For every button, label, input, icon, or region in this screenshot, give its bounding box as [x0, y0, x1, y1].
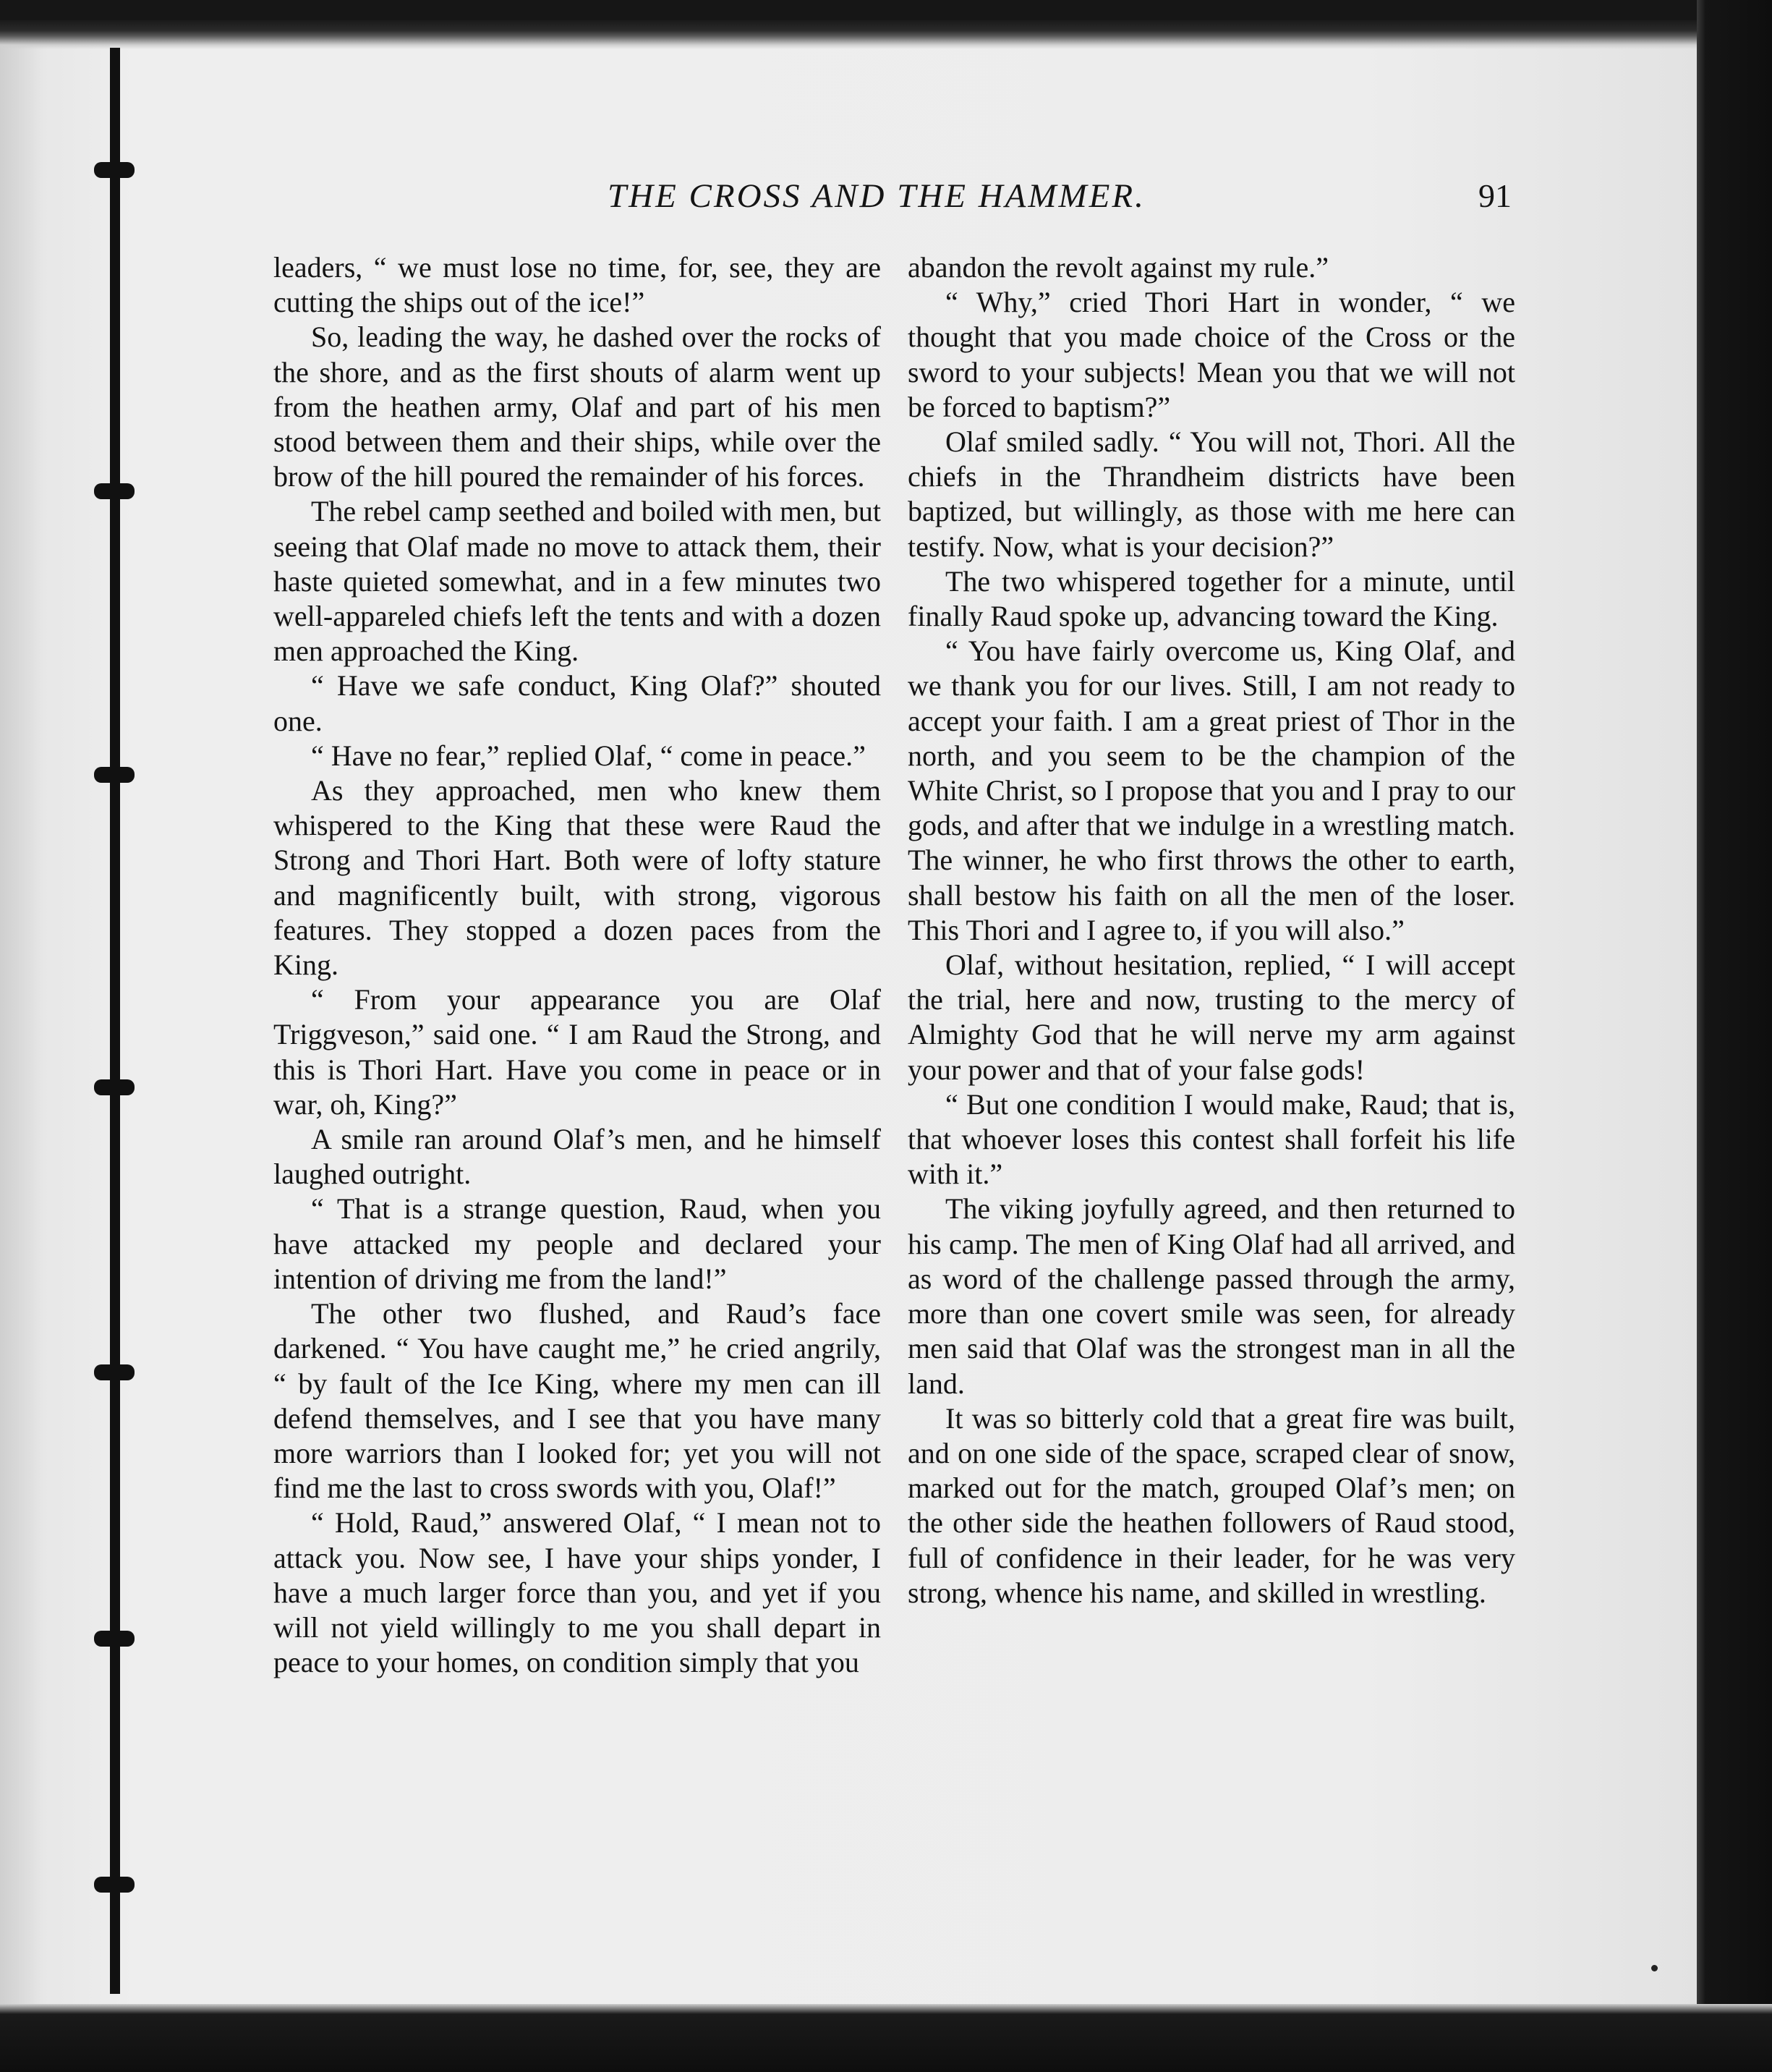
binding-mark — [94, 767, 135, 783]
paragraph: The viking joyfully agreed, and then returned to his camp. The men of King Olaf had all arrived, and as word of the challenge passed through the army, more than one covert smile was seen, for already men said that Olaf was the strongest man in all the land. — [908, 1192, 1515, 1400]
paragraph: “ But one condition I would make, Raud; that is, that whoever loses this contest shall forfeit his life with it.” — [908, 1087, 1515, 1191]
binding-mark — [94, 1631, 135, 1647]
top-edge-band — [0, 20, 1704, 49]
binding-margin-rule — [110, 48, 120, 1994]
right-scan-edge — [1697, 0, 1772, 2072]
paragraph: So, leading the way, he dashed over the rocks of the shore, and as the first shouts of alarm went up from the heathen army, Olaf and part of his men stood between them and their ships, while over the brow of the hill poured the remainder of his forces. — [273, 320, 881, 493]
paragraph: “ Hold, Raud,” answered Olaf, “ I mean not to attack you. Now see, I have your ships yonder, I have a much larger force than you, and yet if you will not yield willingly to me you shall depart in peace to your homes, on condition simply that you — [273, 1506, 881, 1679]
paragraph: Olaf smiled sadly. “ You will not, Thori. All the chiefs in the Thrandheim districts have been baptized, but willingly, as those with me here can testify. Now, what is your decision?” — [908, 425, 1515, 563]
binding-mark — [94, 162, 135, 178]
running-head — [268, 177, 1512, 227]
paragraph: “ Why,” cried Thori Hart in wonder, “ we thought that you made choice of the Cross or the sword to your subjects! Mean you that we will not be forced to baptism?” — [908, 286, 1515, 423]
paragraph: “ Have no fear,” replied Olaf, “ come in peace.” — [311, 739, 866, 772]
book-page — [0, 20, 1704, 2017]
page-gutter-shadow — [0, 20, 43, 2017]
paragraph: leaders, “ we must lose no time, for, see, they are cutting the ships out of the ice!” — [273, 251, 881, 319]
paragraph: Olaf, without hesitation, replied, “ I will accept the trial, here and now, trusting to the mercy of Almighty God that he will nerve my arm against your power and that of your false gods! — [908, 948, 1515, 1086]
binding-mark — [94, 1877, 135, 1893]
binding-mark — [94, 1364, 135, 1380]
paragraph: “ From your appearance you are Olaf Triggveson,” said one. “ I am Raud the Strong, and this is Thori Hart. Have you come in peace or in war, oh, King?” — [273, 983, 881, 1121]
paragraph: “ That is a strange question, Raud, when you have attacked my people and declared your intention of driving me from the land!” — [273, 1192, 881, 1295]
left-text-column — [273, 250, 881, 1680]
paragraph: abandon the revolt against my rule.” — [908, 251, 1329, 284]
binding-mark — [94, 483, 135, 499]
right-text-column — [908, 250, 1515, 1610]
ink-speck — [1651, 1965, 1658, 1971]
paragraph: A smile ran around Olaf’s men, and he himself laughed outright. — [273, 1123, 881, 1191]
binding-mark — [94, 1079, 135, 1095]
running-title: THE CROSS AND THE HAMMER. — [608, 177, 1146, 215]
paragraph: “ Have we safe conduct, King Olaf?” shouted one. — [273, 669, 881, 737]
paragraph: It was so bitterly cold that a great fire was built, and on one side of the space, scraped clear of snow, marked out for the match, grouped Olaf’s men; on the other side the heathen followers of Raud stood, full of confidence in their leader, for he was very strong, whence his name, and skilled in wrestling. — [908, 1401, 1515, 1609]
paragraph: As they approached, men who knew them whispered to the King that these were Raud the Strong and Thori Hart. Both were of lofty stature and magnificently built, with strong, vigorous features. They stopped a dozen paces from the King. — [273, 774, 881, 982]
bottom-scan-edge — [0, 2004, 1772, 2072]
paragraph: “ You have fairly overcome us, King Olaf, and we thank you for our lives. Still, I am not ready to accept your faith. I am a great priest of Thor in the north, and you seem to be the champion of the White Christ, so I propose that you and I pray to our gods, and after that we indulge in a wrestling match. The winner, he who first throws the other to earth, shall bestow his faith on all the men of the loser. This Thori and I agree to, if you will also.” — [908, 634, 1515, 946]
page-number: 91 — [1478, 177, 1512, 214]
paragraph: The other two flushed, and Raud’s face darkened. “ You have caught me,” he cried angrily, “ by fault of the Ice King, where my men can ill defend themselves, and I see that you have many more warriors than I looked for; yet you will not find me the last to cross swords with you, Olaf!” — [273, 1297, 881, 1505]
paragraph: The rebel camp seethed and boiled with men, but seeing that Olaf made no move to attack them, their haste quieted somewhat, and in a few minutes two well-appareled chiefs left the tents and with a dozen men approached the King. — [273, 495, 881, 668]
paragraph: The two whispered together for a minute, until finally Raud spoke up, advancing toward the King. — [908, 564, 1515, 633]
